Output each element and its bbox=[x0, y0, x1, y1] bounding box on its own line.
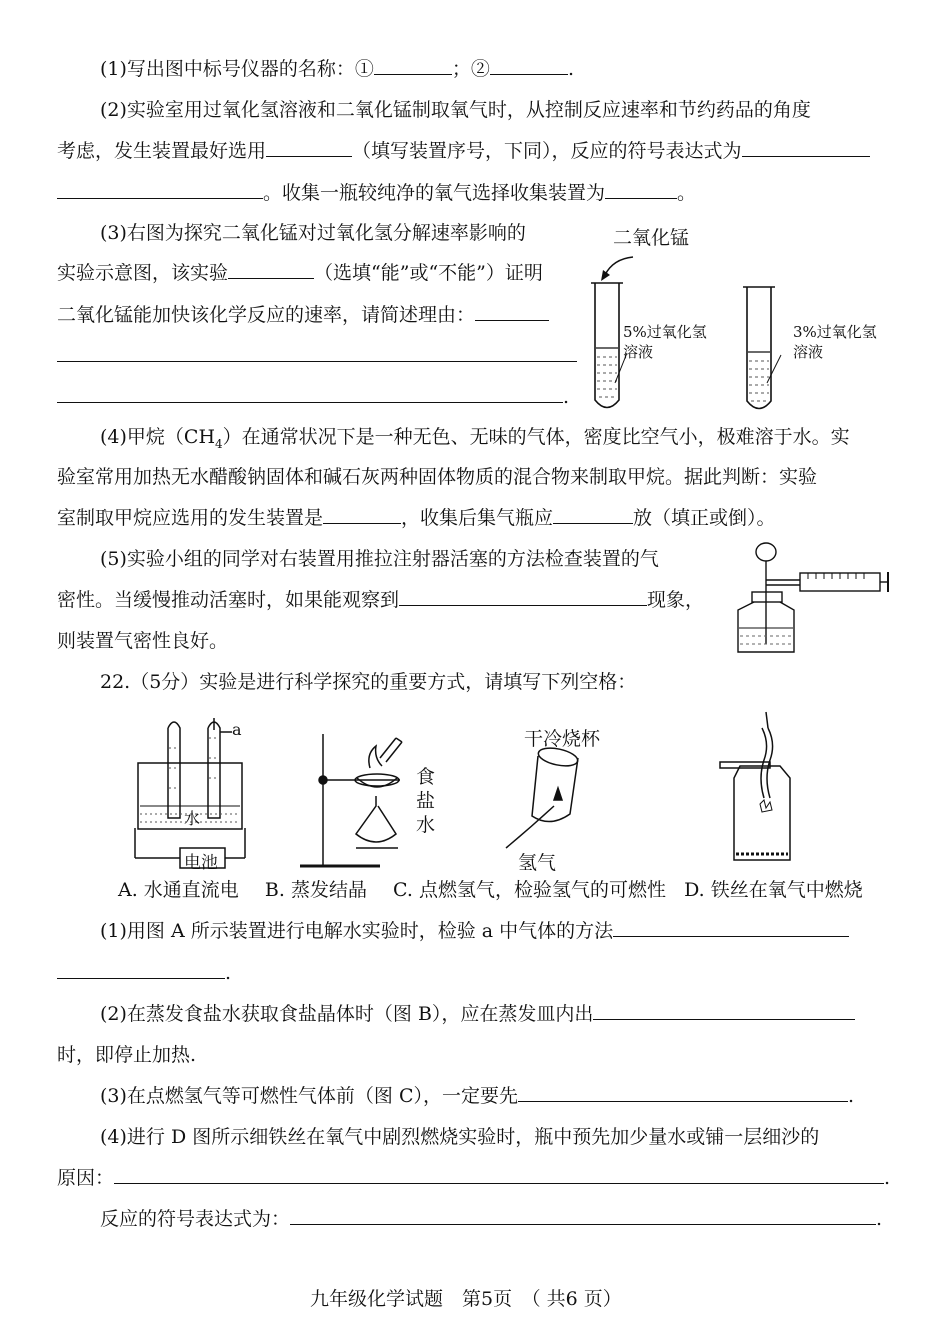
q21-p5-line1: (5)实验小组的同学对右装置用推拉注射器活塞的方法检查装置的气 bbox=[100, 548, 659, 570]
q21-p3-line5: . bbox=[57, 384, 569, 410]
mno2-experiment-figure bbox=[585, 215, 905, 425]
answer-blank-11[interactable] bbox=[323, 505, 401, 524]
salt-label-3: 水 bbox=[416, 814, 436, 836]
q21-p2-line3: 。收集一瓶较纯净的氧气选择收集装置为 。 bbox=[57, 180, 696, 206]
answer-blank-9[interactable] bbox=[57, 343, 577, 362]
caption-c: C. 点燃氢气，检验氢气的可燃性 bbox=[393, 879, 666, 901]
answer-blank-8[interactable] bbox=[475, 302, 549, 321]
salt-label-1: 食 bbox=[416, 766, 436, 788]
q21-p4-line1: (4)甲烷$(CH_4)$在通常状况下是一种无色、无味的气体，密度比空气小，极难溶于水。实 bbox=[100, 426, 850, 451]
a-label: a bbox=[232, 720, 242, 739]
q22-p2-line2: 时，即停止加热. bbox=[57, 1044, 197, 1066]
syringe-apparatus-diagram bbox=[728, 540, 893, 660]
electrolysis-apparatus bbox=[135, 718, 245, 868]
tube1-label-2: 溶液 bbox=[623, 343, 654, 361]
answer-blank-19[interactable] bbox=[290, 1206, 876, 1225]
beaker-label: 干冷烧杯 bbox=[524, 728, 601, 750]
q21-p4-line2: 验室常用加热无水醋酸钠固体和碱石灰两种固体物质的混合物来制取甲烷。据此判断：实验 bbox=[57, 466, 818, 488]
answer-blank-17[interactable] bbox=[518, 1083, 848, 1102]
q21-p2-line1: (2)实验室用过氧化氢溶液和二氧化锰制取氧气时，从控制反应速率和节约药品的角度 bbox=[100, 99, 811, 121]
q21-p2-line2: 考虑，发生装置最好选用 （填写装置序号，下同），反应的符号表达式为 bbox=[57, 138, 870, 164]
syringe-figure bbox=[728, 540, 893, 660]
q21-p5-line3: 则装置气密性良好。 bbox=[57, 630, 229, 652]
answer-blank-1[interactable] bbox=[374, 56, 452, 75]
water-label: 水 bbox=[184, 809, 201, 828]
q21-p3-line3: 二氧化锰能加快该化学反应的速率，请简述理由： bbox=[57, 302, 549, 328]
arrow-icon bbox=[605, 257, 633, 275]
q22-p5: 反应的符号表达式为： . bbox=[100, 1208, 883, 1230]
answer-blank-10[interactable] bbox=[57, 384, 563, 403]
caption-b: B. 蒸发结晶 bbox=[264, 879, 367, 901]
q21-p4-line3: 室制取甲烷应选用的发生装置是 ，收集后集气瓶应 放（填正或倒）。 bbox=[57, 507, 776, 529]
answer-blank-14[interactable] bbox=[613, 918, 849, 937]
tube2-label-1: 3%过氧化氢 bbox=[793, 323, 877, 341]
page-footer: 九年级化学试题 第5页 （ 共6 页） bbox=[310, 1288, 622, 1310]
q21-p3-line1: (3)右图为探究二氧化锰对过氧化氢分解速率影响的 bbox=[100, 222, 526, 244]
answer-blank-4[interactable] bbox=[742, 138, 870, 157]
answer-blank-16[interactable] bbox=[593, 1001, 855, 1020]
q22-p1-line1: (1)用图 A 所示装置进行电解水实验时，检验 a 中气体的方法 bbox=[100, 918, 849, 944]
q21-p5-line2: 密性。当缓慢推动活塞时，如果能观察到 现象， bbox=[57, 589, 705, 611]
caption-a: A. 水通直流电 bbox=[118, 879, 239, 901]
battery-label: 电池 bbox=[184, 853, 218, 873]
answer-blank-3[interactable] bbox=[266, 138, 352, 157]
answer-blank-7[interactable] bbox=[228, 260, 314, 279]
q22-p1-line2: . bbox=[57, 960, 231, 986]
q21-p1: (1)写出图中标号仪器的名称：① ；② . bbox=[100, 58, 574, 80]
mno2-label: 二氧化锰 bbox=[613, 227, 690, 249]
q22-heading: 22.（5分）实验是进行科学探究的重要方式，请填写下列空格： bbox=[100, 671, 637, 693]
answer-blank-2[interactable] bbox=[490, 56, 568, 75]
tube2-label-2: 溶液 bbox=[793, 343, 824, 361]
answer-blank-5[interactable] bbox=[57, 180, 263, 199]
test-tube-2 bbox=[747, 287, 771, 409]
iron-wire-combustion-apparatus bbox=[720, 712, 790, 860]
hydrogen-label: 氢气 bbox=[518, 852, 557, 874]
q22-figure bbox=[80, 708, 880, 878]
answer-blank-6[interactable] bbox=[605, 180, 677, 199]
salt-label-2: 盐 bbox=[416, 790, 436, 812]
q22-p2-line1: (2)在蒸发食盐水获取食盐晶体时（图 B），应在蒸发皿内出 bbox=[100, 1001, 855, 1027]
q21-p3-line2: 实验示意图，该实验 （选填“能”或“不能”）证明 bbox=[57, 262, 543, 284]
answer-blank-18[interactable] bbox=[114, 1165, 884, 1184]
answer-blank-15[interactable] bbox=[57, 960, 225, 979]
evaporation-apparatus bbox=[300, 734, 402, 866]
q21-p3-line4 bbox=[57, 343, 577, 369]
hydrogen-combustion-apparatus bbox=[506, 745, 579, 848]
q22-captions bbox=[118, 877, 863, 903]
q22-p4-line2: 原因： . bbox=[57, 1167, 891, 1189]
caption-d: D. 铁丝在氧气中燃烧 bbox=[684, 879, 863, 901]
q22-p4-line1: (4)进行 D 图所示细铁丝在氧气中剧烈燃烧实验时，瓶中预先加少量水或铺一层细沙的 bbox=[100, 1126, 820, 1148]
q22-p3: (3)在点燃氢气等可燃性气体前（图 C），一定要先 . bbox=[100, 1085, 855, 1107]
answer-blank-12[interactable] bbox=[553, 505, 633, 524]
answer-blank-13[interactable] bbox=[399, 587, 647, 606]
tube1-label-1: 5%过氧化氢 bbox=[623, 323, 707, 341]
